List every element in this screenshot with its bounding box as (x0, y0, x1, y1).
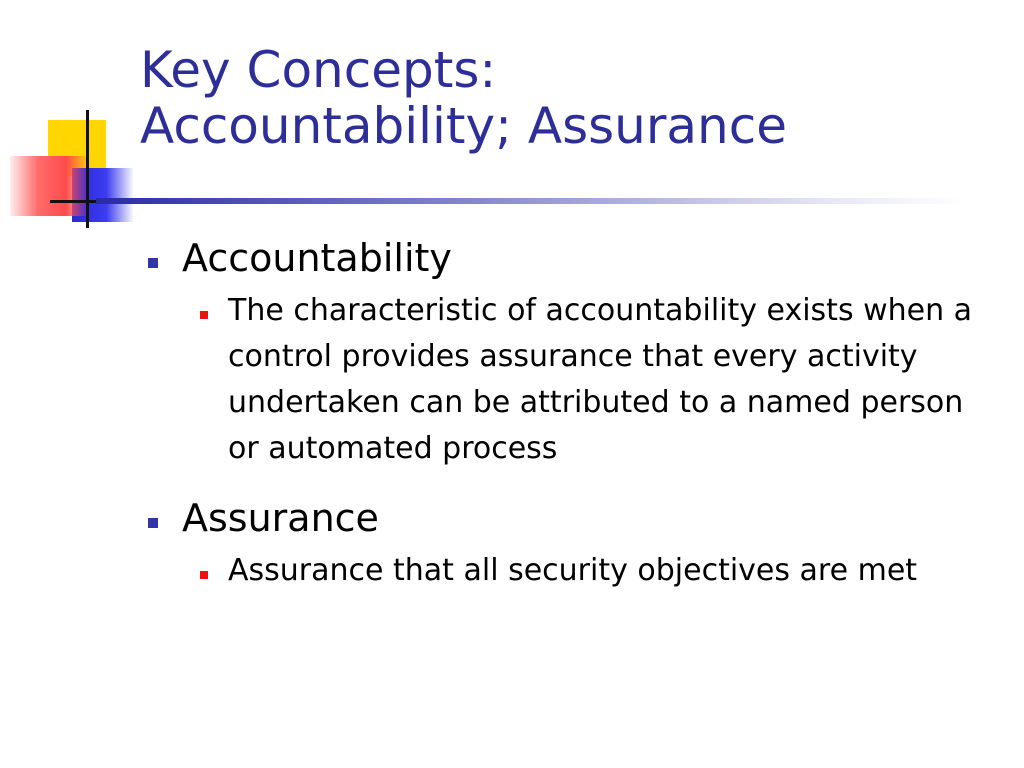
bullet-text: Accountability (182, 236, 452, 280)
bullet-text: Assurance (182, 496, 379, 540)
logo-vertical-line (86, 110, 89, 228)
logo-red-square (10, 156, 90, 216)
corner-logo (0, 0, 140, 240)
slide-body (140, 236, 1000, 618)
bullet-assurance (140, 496, 1000, 540)
slide-title (140, 42, 1000, 154)
square-bullet-icon (148, 518, 158, 528)
sub-bullet-assurance-definition (140, 548, 1000, 594)
sub-bullet-text: Assurance that all security objectives are met (228, 553, 918, 588)
sub-bullet-text: The characteristic of accountability exists when a control provides assurance that every activity undertaken can be attributed to a named person or automated process (228, 293, 973, 466)
square-bullet-icon (200, 571, 208, 579)
square-bullet-icon (200, 311, 208, 319)
bullet-accountability (140, 236, 1000, 280)
slide-title-line-2: Accountability; Assurance (140, 97, 787, 155)
sub-bullet-accountability-definition (140, 288, 1000, 472)
title-divider (96, 198, 966, 204)
slide-title-line-1: Key Concepts: (140, 41, 497, 99)
square-bullet-icon (148, 258, 158, 268)
